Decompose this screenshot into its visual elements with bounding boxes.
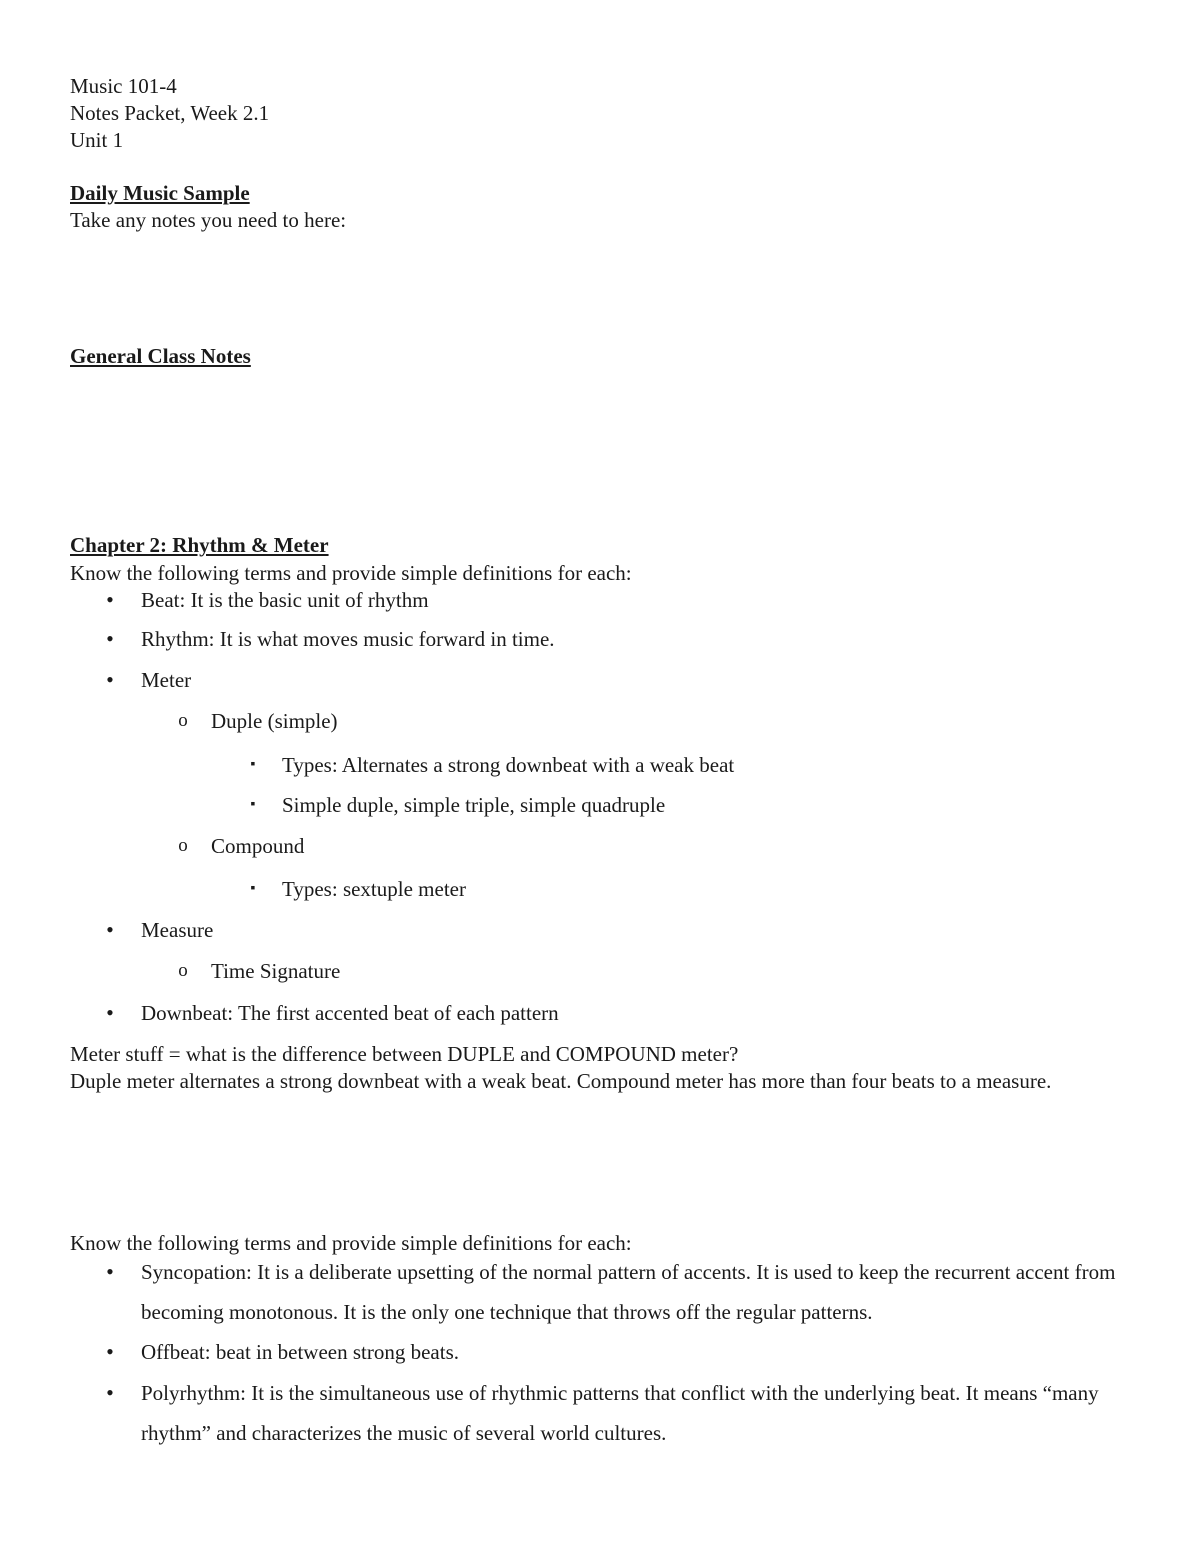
list-item: Compound xyxy=(211,834,305,858)
list-item: Rhythm: It is what moves music forward in time. xyxy=(141,627,555,651)
list-item: Measure xyxy=(141,918,214,942)
bullet-icon: • xyxy=(106,626,114,651)
general-notes-heading: General Class Notes xyxy=(70,344,251,368)
bullet-icon: • xyxy=(106,917,114,942)
list-item: Meter xyxy=(141,668,192,692)
sub-bullet-icon: o xyxy=(178,710,188,731)
packet-title: Notes Packet, Week 2.1 xyxy=(70,101,270,125)
meter-answer: Duple meter alternates a strong downbeat with a weak beat. Compound meter has more than four beats to a measure. xyxy=(70,1069,1052,1093)
bullet-icon: • xyxy=(106,1259,114,1284)
list-item: Types: Alternates a strong downbeat with a weak beat xyxy=(282,753,735,777)
bullet-icon: • xyxy=(106,1380,114,1405)
list-item: Beat: It is the basic unit of rhythm xyxy=(141,588,429,612)
sub-bullet-icon: o xyxy=(178,835,188,856)
daily-sample-heading: Daily Music Sample xyxy=(70,181,250,205)
list-item: Downbeat: The first accented beat of each pattern xyxy=(141,1001,559,1025)
square-bullet-icon: ▪ xyxy=(250,797,256,812)
bullet-icon: • xyxy=(106,667,114,692)
list-item: Polyrhythm: It is the simultaneous use of rhythmic patterns that conflict with the underlying beat. It means “many rhythm” and characterizes the music of several world cultures. xyxy=(141,1381,1099,1445)
meter-question: Meter stuff = what is the difference between DUPLE and COMPOUND meter? xyxy=(70,1042,739,1066)
list-item: Time Signature xyxy=(211,959,341,983)
unit-title: Unit 1 xyxy=(70,128,124,152)
square-bullet-icon: ▪ xyxy=(250,881,256,896)
chapter-intro: Know the following terms and provide simple definitions for each: xyxy=(70,561,632,585)
list-item: Types: sextuple meter xyxy=(282,877,466,901)
chapter-heading: Chapter 2: Rhythm & Meter xyxy=(70,533,329,557)
list-item: Syncopation: It is a deliberate upsetting of the normal pattern of accents. It is used to keep the recurrent accent from becoming monotonous. It is the only one technique that throws off the regular patterns. xyxy=(141,1260,1116,1324)
list-item: Offbeat: beat in between strong beats. xyxy=(141,1340,460,1364)
list-item: Simple duple, simple triple, simple quadruple xyxy=(282,793,666,817)
bullet-icon: • xyxy=(106,587,114,612)
course-title: Music 101-4 xyxy=(70,74,177,98)
bullet-icon: • xyxy=(106,1339,114,1364)
bullet-icon: • xyxy=(106,1000,114,1025)
daily-sample-prompt: Take any notes you need to here: xyxy=(70,208,347,232)
sub-bullet-icon: o xyxy=(178,960,188,981)
square-bullet-icon: ▪ xyxy=(250,757,256,772)
second-intro: Know the following terms and provide simple definitions for each: xyxy=(70,1231,632,1255)
list-item: Duple (simple) xyxy=(211,709,338,733)
